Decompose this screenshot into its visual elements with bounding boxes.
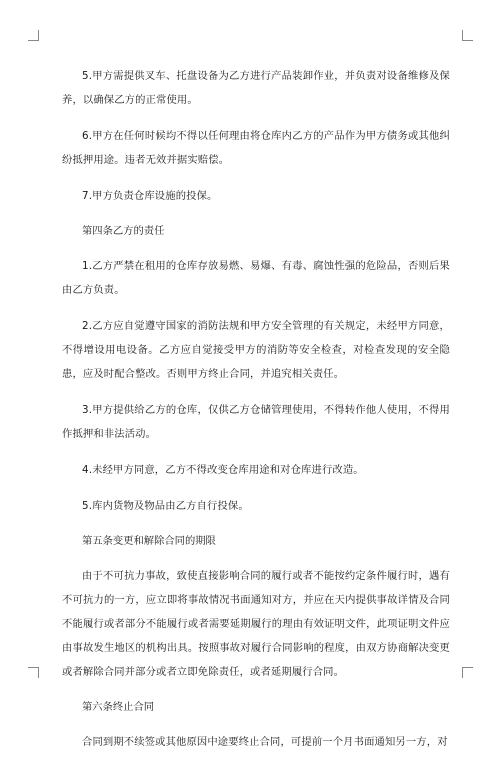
clause-4-item-5: 5.库内货物及物品由乙方自行投保。: [82, 500, 249, 512]
document-body: [62, 64, 450, 766]
crop-mark-top-right: [462, 30, 473, 41]
crop-mark-bottom-right: [462, 667, 473, 678]
clause-3-item-7: 7.甲方负责仓库设施的投保。: [82, 190, 218, 202]
clause-3-item-5: 5.甲方需提供叉车、托盘设备为乙方进行产品装卸作业，并负责对设备维修及保养，以确保乙方的正常使用。: [62, 70, 450, 106]
clause-3-item-6: 6.甲方在任何时候均不得以任何理由将仓库内乙方的产品作为甲方债务或其他纠纷抵押用途。违者无效并据实赔偿。: [62, 130, 450, 166]
clause-4-item-2: 2.乙方应自觉遵守国家的消防法规和甲方安全管理的有关规定，未经甲方同意，不得增设用电设备。乙方应自觉接受甲方的消防等安全检查，对检查发现的安全隐患，应及时配合整改。否则甲方终止合同，并追究相关责任。: [62, 320, 450, 380]
section-heading-article-6: 第六条终止合同: [82, 701, 155, 713]
clause-5-body: 由于不可抗力事故，致使直接影响合同的履行或者不能按约定条件履行时，遇有不可抗力的一方，应立即将事故情况书面通知对方，并应在天内提供事故详情及合同不能履行或者部分不能履行或者需要延期履行的理由有效证明文件，此项证明文件应由事故发生地区的机构出具。按照事故对履行合同影响的程度，由双方协商解决变更或者解除合同并部分或者立即免除责任，或者延期履行合同。: [62, 570, 450, 678]
clause-4-item-3: 3.甲方提供给乙方的仓库，仅供乙方仓储管理使用，不得转作他人使用，不得用作抵押和非法活动。: [62, 404, 450, 440]
crop-mark-bottom-left: [28, 667, 39, 678]
crop-mark-top-left: [28, 30, 39, 41]
section-heading-article-5: 第五条变更和解除合同的期限: [82, 535, 216, 547]
clause-6-body: 合同到期不续签或其他原因中途要终止合同，可提前一个月书面通知另一方，对: [82, 736, 448, 748]
section-heading-article-4: 第四条乙方的责任: [82, 225, 165, 237]
clause-4-item-4: 4.未经甲方同意，乙方不得改变仓库用途和对仓库进行改造。: [82, 464, 364, 476]
clause-4-item-1: 1.乙方严禁在租用的仓库存放易燃、易爆、有毒、腐蚀性强的危险品，否则后果由乙方负责。: [62, 260, 450, 296]
